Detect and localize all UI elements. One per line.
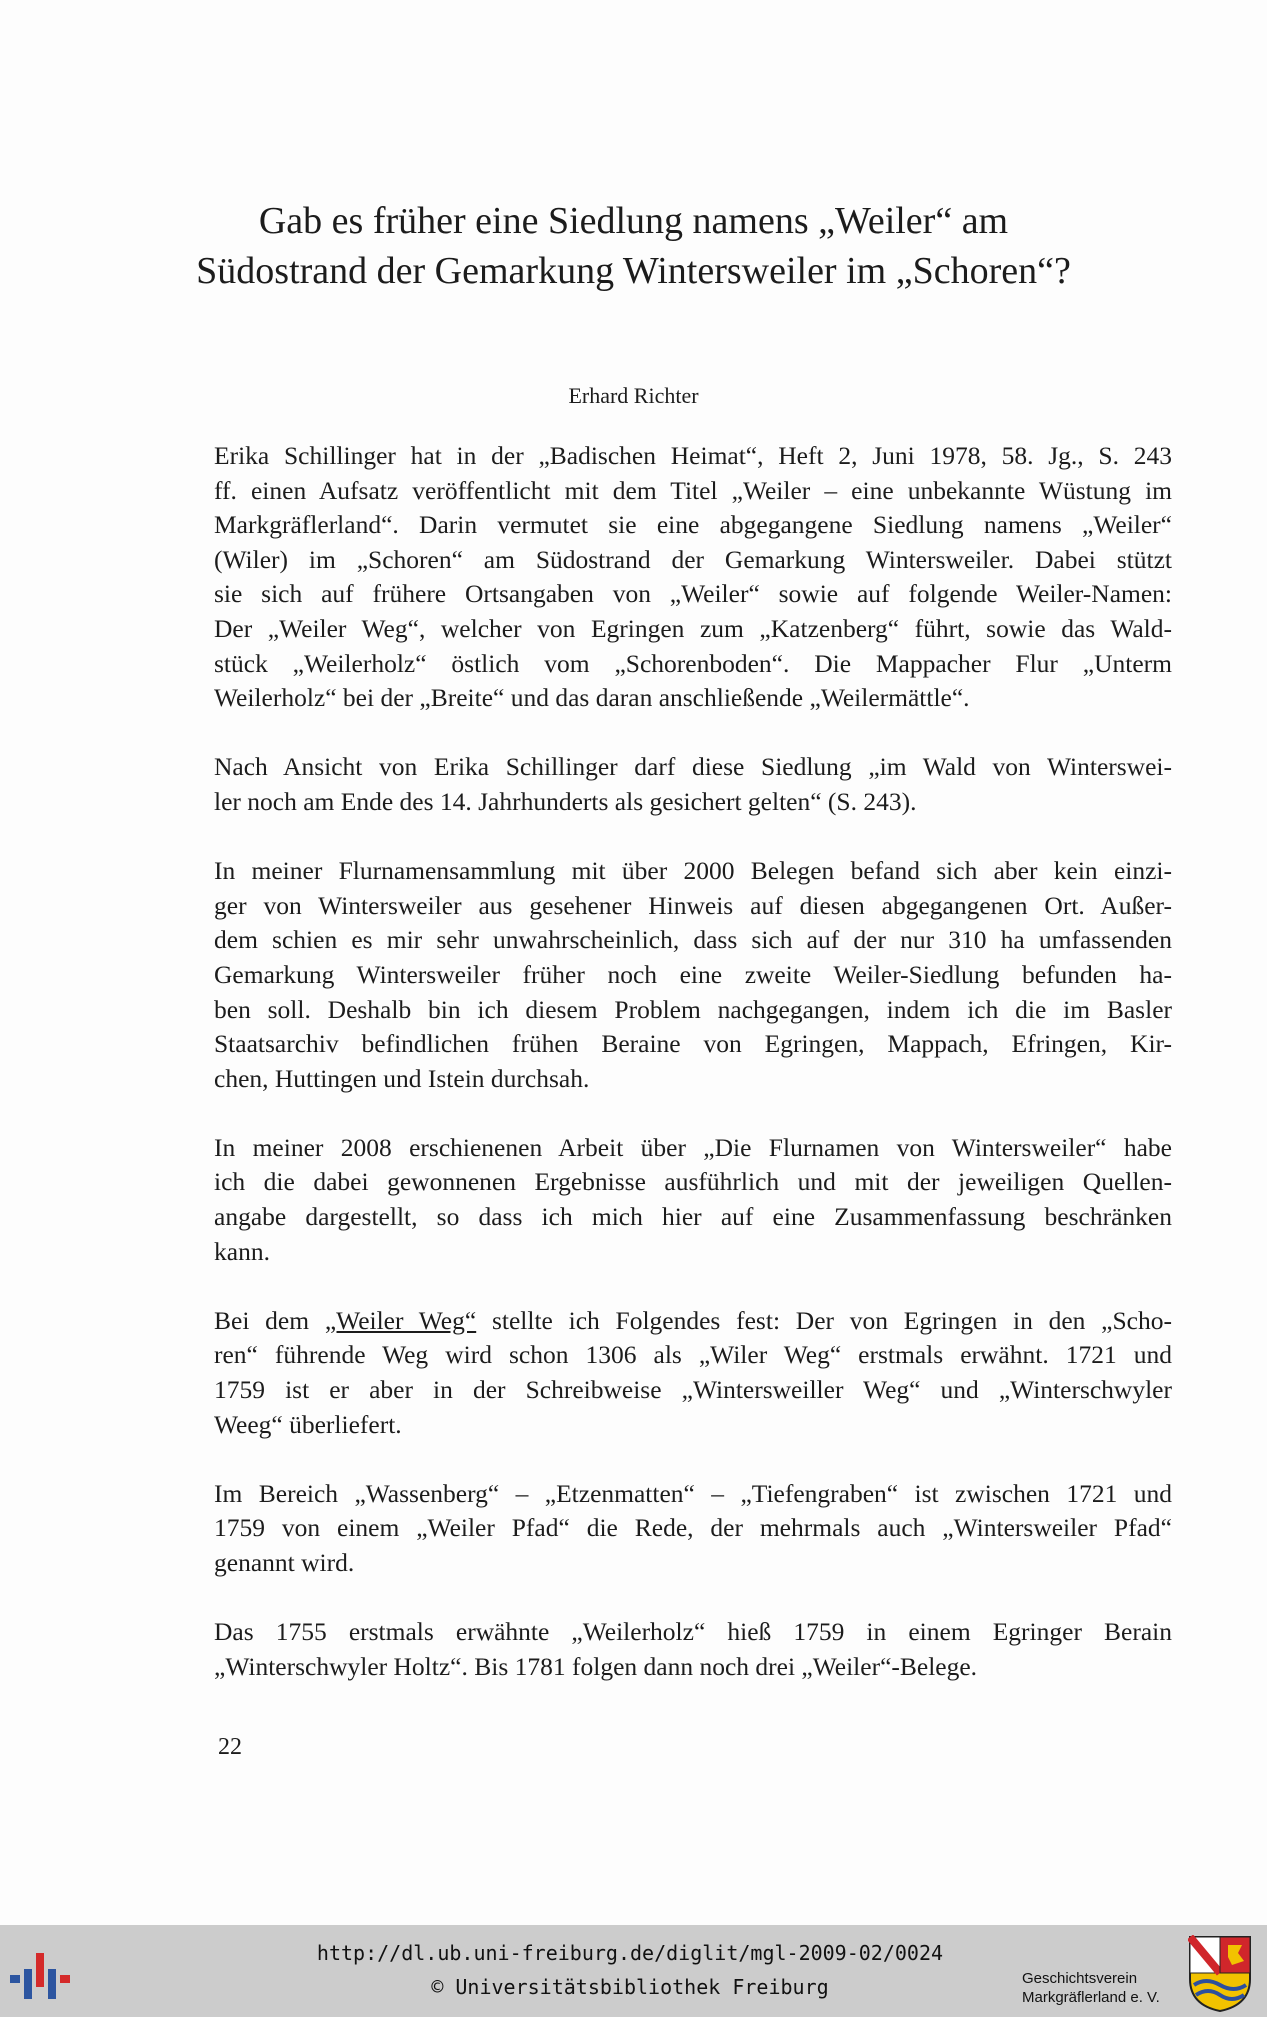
text-line: „Winterschwyler Holtz“. Bis 1781 folgen dann noch drei „Weiler“-Belege.: [214, 1651, 978, 1681]
text-line: Nach Ansicht von Erika Schillinger darf diese Siedlung „im Wald von Winterswei-: [214, 752, 1172, 782]
title-line: Gab es früher eine Siedlung namens „Weiler“ am: [258, 200, 1009, 242]
text-line: ff. einen Aufsatz veröffentlicht mit dem Titel „Weiler – eine unbekannte Wüstung im: [214, 475, 1172, 505]
text-fragment: stellte ich Folgendes fest: Der von Egringen in den „Scho-: [476, 1305, 1172, 1335]
text-line: Gemarkung Wintersweiler früher noch eine zweite Weiler-Siedlung befunden ha-: [214, 959, 1172, 989]
article-title: [0, 196, 1267, 296]
text-line: Das 1755 erstmals erwähnte „Weilerholz“ hieß 1759 in einem Egringer Berain: [214, 1617, 1172, 1647]
text-line: chen, Huttingen und Istein durchsah.: [214, 1063, 590, 1093]
text-line: (Wiler) im „Schoren“ am Südostrand der Gemarkung Wintersweiler. Dabei stützt: [214, 544, 1172, 574]
text-line: In meiner 2008 erschienenen Arbeit über „Die Flurnamen von Wintersweiler“ habe: [214, 1132, 1172, 1162]
text-line: dem schien es mir sehr unwahrscheinlich, dass sich auf der nur 310 ha umfassenden: [214, 925, 1172, 955]
text-line: sie sich auf frühere Ortsangaben von „Weiler“ sowie auf folgende Weiler-Namen:: [214, 579, 1172, 609]
society-name[interactable]: [1022, 1969, 1192, 2007]
text-line: stück „Weilerholz“ östlich vom „Schorenboden“. Die Mappacher Flur „Unterm: [214, 648, 1172, 678]
society-name-line: Markgräflerland e. V.: [1022, 1989, 1160, 2006]
author-name: Erhard Richter: [568, 383, 699, 408]
text-line: genannt wird.: [214, 1548, 355, 1577]
text-line: angabe dargestellt, so dass ich mich hier auf eine Zusammenfassung beschränken: [214, 1202, 1172, 1232]
text-line: 1759 ist er aber in der Schreibweise „Wintersweiller Weg“ und „Winterschwyler: [214, 1375, 1172, 1405]
article-body: [214, 439, 1172, 1719]
text-line: Markgräflerland“. Darin vermutet sie eine abgegangene Siedlung namens „Weiler“: [214, 510, 1172, 540]
paragraph: [214, 1304, 1172, 1442]
footer-url-link[interactable]: http://dl.ub.uni-freiburg.de/diglit/mgl-2009-02/0024: [316, 1941, 944, 1965]
text-line: Staatsarchiv befindlichen frühen Beraine von Egringen, Mappach, Efringen, Kir-: [214, 1029, 1172, 1059]
viewer-footer: [0, 1925, 1267, 2017]
text-line: Der „Weiler Weg“, welcher von Egringen zum „Katzenberg“ führt, sowie das Wald-: [214, 613, 1172, 643]
text-line: Erika Schillinger hat in der „Badischen Heimat“, Heft 2, Juni 1978, 58. Jg., S. 243: [214, 441, 1172, 470]
text-line: Im Bereich „Wassenberg“ – „Etzenmatten“ – „Tiefengraben“ ist zwischen 1721 und: [214, 1478, 1172, 1508]
text-line: Weeg“ überliefert.: [214, 1409, 402, 1439]
paragraph: [214, 750, 1172, 819]
paragraph: [214, 1615, 1172, 1684]
text-line: [214, 1304, 1172, 1339]
text-line: ben soll. Deshalb bin ich diesem Problem nachgegangen, indem ich die im Basler: [214, 994, 1172, 1024]
paragraph: [214, 1131, 1172, 1269]
text-line: In meiner Flurnamensammlung mit über 2000 Belegen befand sich aber kein einzi-: [214, 856, 1172, 886]
text-line: ger von Wintersweiler aus gesehener Hinweis auf diesen abgegangenen Ort. Außer-: [214, 890, 1172, 920]
society-name-line: Geschichtsverein: [1022, 1970, 1138, 1987]
text-line: ler noch am Ende des 14. Jahrhunderts als gesichert gelten“ (S. 243).: [214, 786, 917, 816]
text-line: ich die dabei gewonnenen Ergebnisse ausführlich und mit der jeweiligen Quellen-: [214, 1167, 1172, 1197]
ub-freiburg-logo-icon[interactable]: [8, 1949, 80, 2005]
title-line: Südostrand der Gemarkung Wintersweiler im „Schoren“?: [196, 250, 1071, 292]
text-line: ren“ führende Weg wird schon 1306 als „Wiler Weg“ erstmals erwähnt. 1721 und: [214, 1340, 1172, 1370]
text-fragment: Bei dem: [214, 1305, 325, 1335]
paragraph: [214, 854, 1172, 1096]
coat-of-arms-icon[interactable]: [1188, 1935, 1252, 2013]
underlined-term: „Weiler Weg“: [324, 1305, 477, 1335]
text-line: 1759 von einem „Weiler Pfad“ die Rede, der mehrmals auch „Wintersweiler Pfad“: [214, 1513, 1172, 1543]
text-line: kann.: [214, 1236, 270, 1266]
page-number: 22: [218, 1734, 242, 1760]
paragraph: [214, 1477, 1172, 1581]
paragraph: [214, 439, 1172, 716]
text-line: Weilerholz“ bei der „Breite“ und das daran anschließende „Weilermättle“.: [214, 683, 970, 713]
footer-copyright: © Universitätsbibliothek Freiburg: [431, 1975, 829, 1999]
